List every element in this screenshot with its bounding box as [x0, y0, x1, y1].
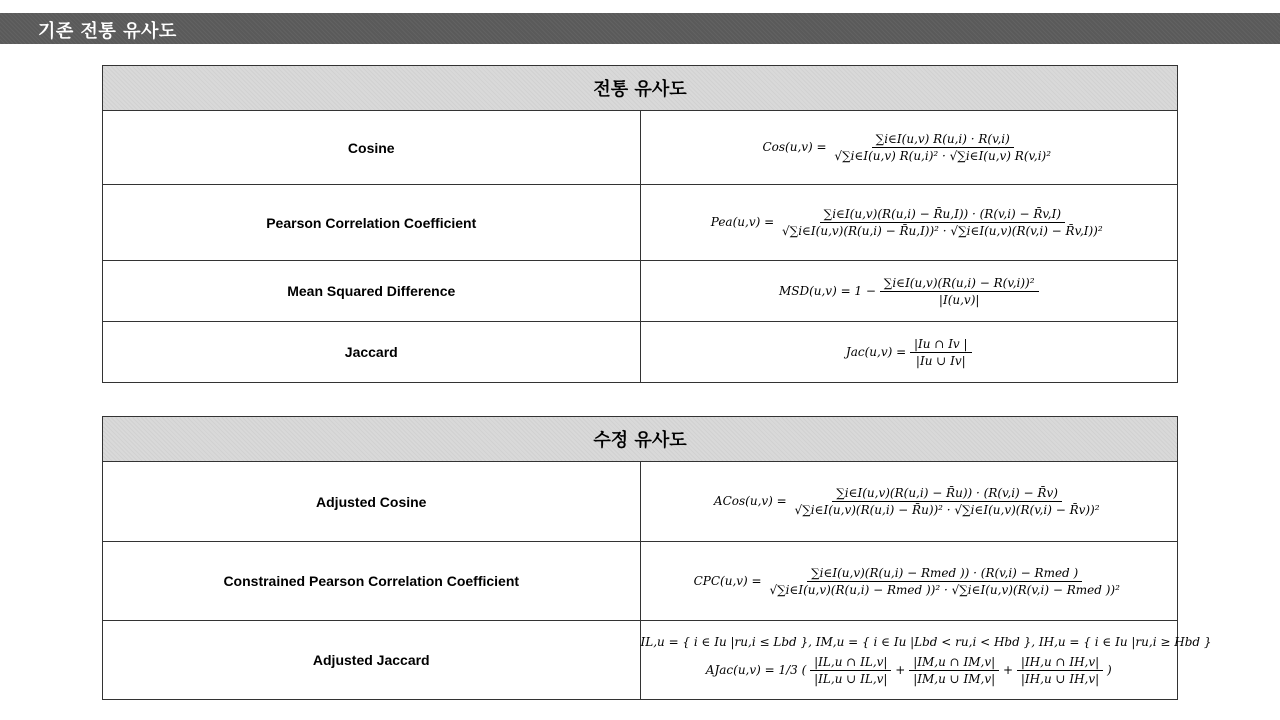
set-definitions: IL,u = { i ∈ Iu |ru,i ≤ Lbd }, IM,u = { i ∈ Iu |Lbd < ru,i < Hbd }, IH,u = { i ∈ Iu |ru,i ≥ Hbd }	[640, 634, 1212, 649]
measure-name: Pearson Correlation Coefficient	[103, 185, 641, 261]
formula-lhs: Jac(u,v) =	[845, 344, 907, 359]
formula-numerator: |Iu ∩ Iv |	[910, 337, 972, 353]
formula-lhs: Cos(u,v) =	[762, 140, 827, 154]
formula-numerator: ∑i∈I(u,v) R(u,i) · R(v,i)	[872, 132, 1014, 148]
formula-numerator: |IH,u ∩ IH,v|	[1017, 655, 1103, 671]
measure-name: Mean Squared Difference	[103, 261, 641, 322]
measure-name: Adjusted Cosine	[103, 462, 641, 542]
measure-name: Jaccard	[103, 322, 641, 383]
formula	[640, 261, 1178, 322]
table-row	[103, 621, 1178, 700]
table-row	[103, 322, 1178, 383]
close-paren: )	[1107, 662, 1112, 677]
plus-sign: +	[1002, 662, 1014, 677]
measure-name: Constrained Pearson Correlation Coefficient	[103, 542, 641, 621]
measure-name: Adjusted Jaccard	[103, 621, 641, 700]
term-fraction	[909, 655, 999, 686]
table-heading: 전통 유사도	[103, 66, 1178, 111]
formula	[640, 111, 1178, 185]
formula-denominator: √∑i∈I(u,v)(R(u,i) − Rmed ))² · √∑i∈I(u,v)(R(v,i) − Rmed ))²	[769, 582, 1120, 597]
table-row	[103, 261, 1178, 322]
formula-numerator: ∑i∈I(u,v)(R(u,i) − R̄u,I)) · (R(v,i) − R̄v,I)	[820, 207, 1065, 223]
formula-fraction	[778, 207, 1107, 238]
term-fraction	[1017, 655, 1103, 686]
formula-numerator: ∑i∈I(u,v)(R(u,i) − Rmed )) · (R(v,i) − Rmed )	[807, 566, 1082, 582]
formula-numerator: |IL,u ∩ IL,v|	[810, 655, 891, 671]
formula-fraction	[791, 486, 1104, 517]
formula-denominator: |IH,u ∪ IH,v|	[1020, 671, 1100, 686]
formula-fraction	[830, 132, 1055, 163]
plus-sign: +	[895, 662, 906, 677]
formula	[640, 462, 1178, 542]
formula-fraction	[910, 337, 972, 368]
table-row	[103, 111, 1178, 185]
formula-denominator: √∑i∈I(u,v) R(u,i)² · √∑i∈I(u,v) R(v,i)²	[834, 149, 1052, 163]
formula-denominator: |Iu ∪ Iv|	[915, 353, 966, 368]
formula-numerator: ∑i∈I(u,v)(R(u,i) − R̄u)) · (R(v,i) − R̄v)	[832, 486, 1062, 502]
slide-title: 기존 전통 유사도	[38, 21, 177, 42]
formula-denominator: |IM,u ∪ IM,v|	[913, 671, 996, 686]
term-fraction	[810, 655, 891, 686]
formula	[640, 621, 1212, 700]
slide-header-bar	[0, 13, 1280, 44]
formula-fraction	[880, 276, 1039, 307]
formula-lhs: CPC(u,v) =	[693, 573, 762, 588]
table-row	[103, 542, 1178, 621]
formula	[640, 322, 1178, 383]
formula-lhs: Pea(u,v) =	[710, 215, 775, 229]
ajaccard-formula	[641, 655, 1178, 686]
traditional-similarity-table	[102, 65, 1178, 383]
formula	[640, 542, 1178, 621]
formula-denominator: √∑i∈I(u,v)(R(u,i) − R̄u,I))² · √∑i∈I(u,v)(R(v,i) − R̄v,I))²	[781, 224, 1103, 238]
formula-numerator: |IM,u ∩ IM,v|	[909, 655, 999, 671]
formula-lhs: AJac(u,v) = 1/3 (	[705, 662, 807, 677]
table-row	[103, 462, 1178, 542]
formula-fraction	[765, 566, 1123, 597]
measure-name: Cosine	[103, 111, 641, 185]
formula-lhs: MSD(u,v) = 1 −	[778, 283, 876, 298]
formula-numerator: ∑i∈I(u,v)(R(u,i) − R(v,i))²	[880, 276, 1039, 292]
formula-denominator: |IL,u ∪ IL,v|	[814, 671, 888, 686]
formula	[640, 185, 1178, 261]
modified-similarity-table	[102, 416, 1212, 700]
formula-lhs: ACos(u,v) =	[713, 494, 787, 508]
table-heading: 수정 유사도	[103, 417, 1178, 462]
formula-denominator: √∑i∈I(u,v)(R(u,i) − R̄u))² · √∑i∈I(u,v)(R(v,i) − R̄v))²	[794, 503, 1100, 517]
formula-denominator: |I(u,v)|	[938, 292, 980, 307]
table-row	[103, 185, 1178, 261]
